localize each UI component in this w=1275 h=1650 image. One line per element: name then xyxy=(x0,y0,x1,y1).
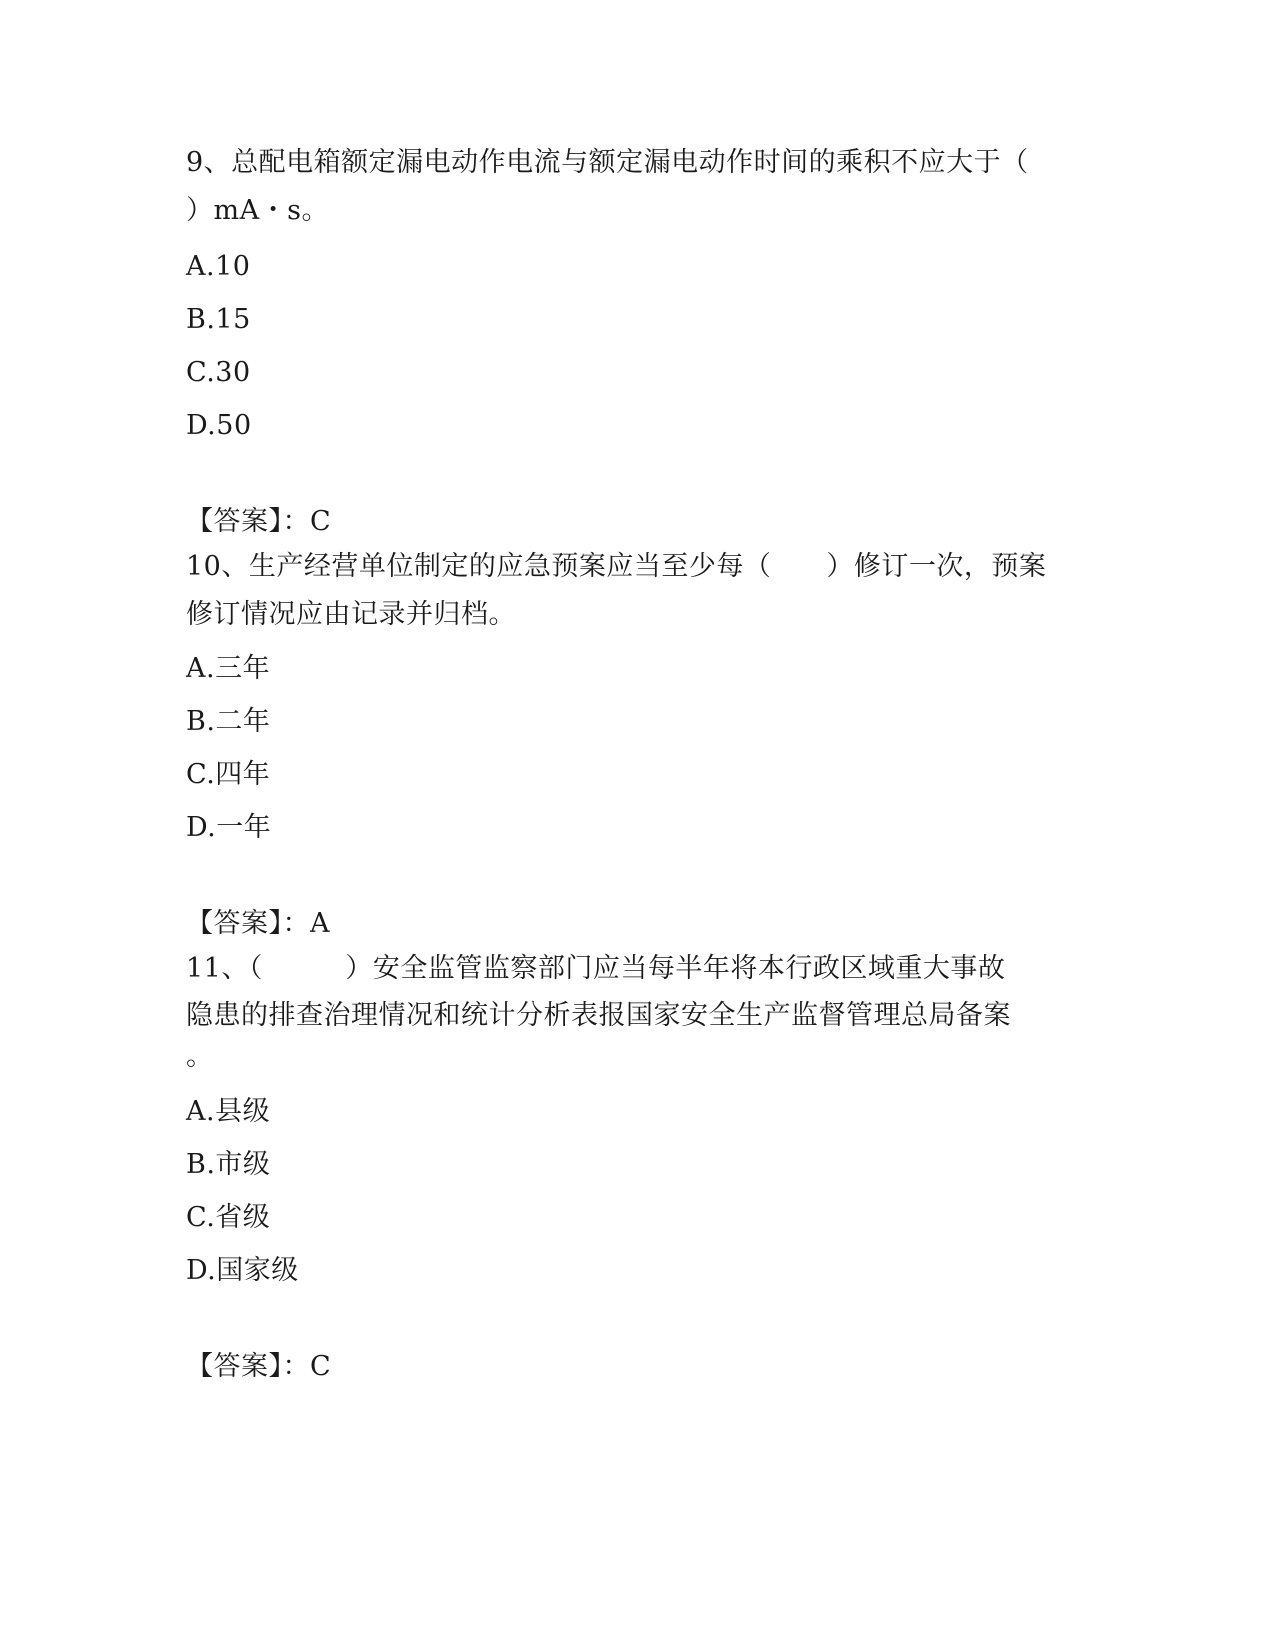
question-9-option-a: A.10 xyxy=(186,251,251,282)
question-11-option-c: C.省级 xyxy=(186,1202,271,1233)
answer-label: 【答案】： xyxy=(186,908,310,939)
question-10-option-a: A.三年 xyxy=(186,653,271,684)
question-9-stem-line-2: ）mA・s。 xyxy=(186,195,329,226)
answer-label: 【答案】： xyxy=(186,506,310,537)
question-11-stem-line-1: 11、（ ）安全监管监察部门应当每半年将本行政区域重大事故 xyxy=(186,953,1006,984)
question-10-option-c: C.四年 xyxy=(186,759,271,790)
question-10-answer xyxy=(186,907,330,941)
answer-value: C xyxy=(310,1351,332,1382)
question-11-option-d: D.国家级 xyxy=(186,1255,299,1286)
question-10-stem-line-2: 修订情况应由记录并归档。 xyxy=(186,599,516,630)
question-9-answer xyxy=(186,505,331,539)
question-9-stem-line-1: 9、总配电箱额定漏电动作电流与额定漏电动作时间的乘积不应大于（ xyxy=(186,147,1029,178)
question-9-option-d: D.50 xyxy=(186,410,252,441)
question-10-option-d: D.一年 xyxy=(186,812,272,843)
question-9-option-b: B.15 xyxy=(186,304,251,335)
question-11-option-b: B.市级 xyxy=(186,1149,271,1180)
answer-value: A xyxy=(310,908,330,939)
answer-value: C xyxy=(310,506,332,537)
question-11-stem-line-3: 。 xyxy=(186,1041,214,1072)
question-11-option-a: A.县级 xyxy=(186,1096,271,1127)
question-10-option-b: B.二年 xyxy=(186,706,271,737)
question-11-stem-line-2: 隐患的排查治理情况和统计分析表报国家安全生产监督管理总局备案 xyxy=(186,1000,1011,1031)
question-9-option-c: C.30 xyxy=(186,357,251,388)
answer-label: 【答案】： xyxy=(186,1351,310,1382)
question-11-answer xyxy=(186,1350,331,1384)
question-10-stem-line-1: 10、生产经营单位制定的应急预案应当至少每（ ）修订一次，预案 xyxy=(186,551,1047,582)
